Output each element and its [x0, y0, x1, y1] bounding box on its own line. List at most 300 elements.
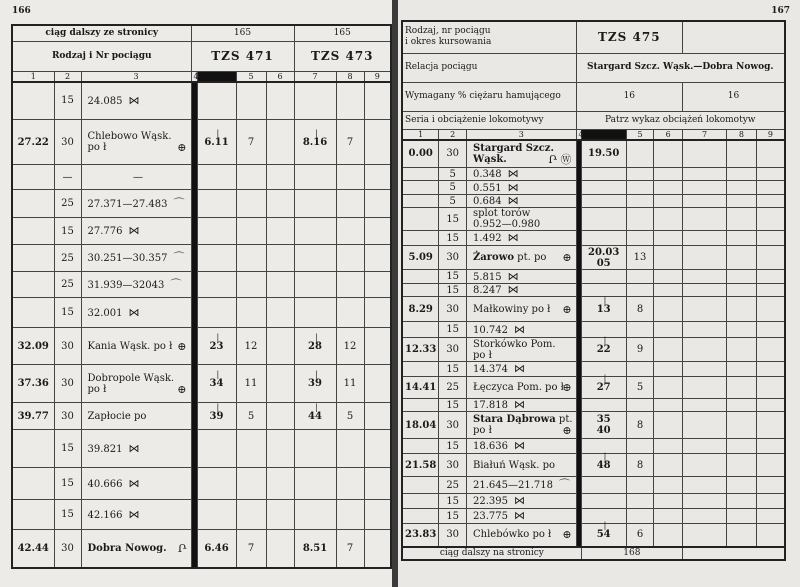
station-or-point: [81, 190, 191, 218]
name: Małkowiny po ł: [473, 303, 551, 315]
table-row: [12, 218, 391, 245]
run-time-b: [727, 168, 757, 181]
thick-divider: [197, 71, 236, 82]
col-9: [364, 430, 391, 468]
kilometre: [402, 399, 439, 412]
relation: Stargard Szcz. Wąsk.—Dobra Nowog.: [576, 53, 785, 82]
time-train-a: [581, 195, 626, 208]
run-time-a: [626, 270, 654, 284]
time-train-b: [294, 403, 336, 430]
col-6: [654, 509, 683, 524]
run-time-a: [626, 181, 654, 195]
time: | 6.11: [204, 137, 228, 148]
station-or-point: [467, 231, 577, 246]
time-train-b: [294, 328, 336, 365]
name: —: [133, 171, 143, 183]
time-train-a: [197, 298, 236, 328]
col-6: [654, 246, 683, 270]
station-or-point: [467, 284, 577, 297]
column-number: 7: [683, 129, 727, 140]
name: 40.666: [87, 478, 123, 490]
brake-b: 16: [683, 82, 785, 111]
run-time-b: [727, 439, 757, 454]
col-6: [266, 365, 294, 403]
station-or-point: [81, 430, 191, 468]
time-train-a: [197, 218, 236, 245]
station-or-point: [81, 120, 191, 165]
col-6: [654, 524, 683, 547]
run-time-b: [336, 272, 364, 298]
time-train-b: [294, 430, 336, 468]
train-b: TZS 473: [294, 41, 391, 71]
run-time-b: [336, 500, 364, 530]
table-row: [12, 82, 391, 120]
station-or-point: [467, 338, 577, 362]
switch-icon: ⋈: [514, 494, 525, 507]
kilometre: [402, 362, 439, 377]
station-or-point: [467, 524, 577, 547]
column-number: 8: [336, 71, 364, 82]
time-train-b: [683, 412, 727, 439]
kilometre: 12.33: [402, 338, 439, 362]
station-circle-plus-icon: ⊕: [562, 251, 572, 264]
time-train-b: [294, 218, 336, 245]
kilometre: [12, 500, 54, 530]
col-9: [756, 208, 785, 231]
run-time-b: [336, 190, 364, 218]
station-or-point: [467, 439, 577, 454]
col-9: [756, 454, 785, 477]
curve-icon: ⌒: [170, 277, 182, 291]
time-train-a: [197, 468, 236, 500]
col-6: [266, 82, 294, 120]
station-or-point: [467, 208, 577, 231]
timetable-left: [11, 24, 392, 569]
time-train-b: [683, 297, 727, 322]
speed-limit: 5: [439, 181, 467, 195]
col-6: [654, 140, 683, 168]
name: Łęczyca Pom. po ł: [473, 382, 564, 393]
train-label: Rodzaj i Nr pociągu: [12, 41, 191, 71]
time-train-b: [683, 494, 727, 509]
column-number: 1: [402, 129, 439, 140]
col-6: [266, 120, 294, 165]
col-6: [654, 284, 683, 297]
col-6: [654, 412, 683, 439]
table-row: [12, 165, 391, 190]
col-6: [266, 190, 294, 218]
run-time-b: [336, 82, 364, 120]
kilometre: [402, 195, 439, 208]
switch-icon: ⋈: [514, 362, 525, 375]
name-bold: Dobra Nowog.: [87, 542, 167, 554]
time-train-a: [581, 297, 626, 322]
time: | 39: [210, 411, 224, 422]
relation-label: Relacja pociągu: [402, 53, 576, 82]
station-or-point: [467, 477, 577, 494]
station-or-point: [467, 140, 577, 168]
time-train-b: [683, 195, 727, 208]
col-6: [266, 165, 294, 190]
curve-icon: ⌒: [558, 478, 570, 491]
speed-limit: 30: [439, 338, 467, 362]
time-train-b: [683, 246, 727, 270]
kilometre: [12, 82, 54, 120]
table-row: [402, 412, 785, 439]
col-9: [364, 365, 391, 403]
name: 5.815: [473, 271, 502, 283]
table-row: [12, 328, 391, 365]
time: | 13: [597, 304, 611, 315]
station-or-point: [467, 168, 577, 181]
name: 42.166: [87, 509, 123, 521]
name: 30.251—30.357: [87, 253, 168, 264]
run-time-b: [727, 270, 757, 284]
run-time-b: [727, 181, 757, 195]
table-row: [402, 297, 785, 322]
speed-limit: 25: [439, 477, 467, 494]
time-train-b: [294, 500, 336, 530]
speed-limit: 15: [439, 208, 467, 231]
col-6: [266, 530, 294, 568]
column-number: 3: [467, 129, 577, 140]
time-train-a: [197, 120, 236, 165]
run-time-a: 9: [626, 338, 654, 362]
col-6: [654, 231, 683, 246]
run-time-a: 12: [236, 328, 266, 365]
time-train-b: [683, 338, 727, 362]
column-number: 6: [266, 71, 294, 82]
station-or-point: [467, 322, 577, 338]
time: | 28: [308, 341, 322, 352]
name: 14.374: [473, 364, 508, 375]
station-or-point: [467, 377, 577, 399]
blank-cell: [683, 547, 785, 560]
run-time-a: 8: [626, 454, 654, 477]
speed-limit: 5: [439, 168, 467, 181]
time-train-b: [294, 245, 336, 272]
speed-limit: 25: [54, 272, 81, 298]
run-time-a: [626, 322, 654, 338]
curve-icon: ⌒: [173, 251, 185, 264]
station-or-point: [81, 82, 191, 120]
name: 1.492: [473, 233, 502, 244]
column-number: 5: [236, 71, 266, 82]
time-train-a: [197, 82, 236, 120]
time-train-b: [294, 190, 336, 218]
col-9: [364, 82, 391, 120]
table-row: [402, 270, 785, 284]
run-time-a: [236, 430, 266, 468]
speed-limit: 30: [439, 412, 467, 439]
time-train-b: [683, 181, 727, 195]
name: 0.348: [473, 169, 502, 180]
table-row: [402, 246, 785, 270]
time: 35 40: [596, 414, 611, 436]
station-or-point: [81, 298, 191, 328]
time-train-a: [581, 246, 626, 270]
kilometre: 5.09: [402, 246, 439, 270]
train: TZS 475: [576, 21, 682, 53]
table-row: [402, 231, 785, 246]
col-9: [756, 439, 785, 454]
name: 0.684: [473, 196, 502, 207]
col-6: [266, 272, 294, 298]
station-or-point: [467, 399, 577, 412]
kilometre: 27.22: [12, 120, 54, 165]
switch-icon: ⋈: [507, 269, 519, 283]
table-row: [12, 190, 391, 218]
kilometre: [12, 165, 54, 190]
time-train-b: [683, 231, 727, 246]
name: pt. po ł: [473, 414, 573, 436]
kilometre: 37.36: [12, 365, 54, 403]
col-9: [756, 246, 785, 270]
col-9: [364, 272, 391, 298]
table-row: [402, 524, 785, 547]
column-number: 7: [294, 71, 336, 82]
station-circle-plus-icon: ⊕: [177, 382, 187, 396]
speed-limit: 30: [54, 365, 81, 403]
table-row: [12, 120, 391, 165]
run-time-a: 6: [626, 524, 654, 547]
time-train-b: [294, 365, 336, 403]
name: 22.395: [473, 496, 508, 507]
name: Dobropole Wąsk. po ł: [87, 372, 175, 395]
kilometre: [12, 430, 54, 468]
table-row: [402, 454, 785, 477]
switch-icon: ⋈: [514, 398, 525, 411]
col-9: [364, 165, 391, 190]
time-train-b: [683, 270, 727, 284]
run-time-a: [236, 218, 266, 245]
table-row: [402, 168, 785, 181]
table-row: [402, 181, 785, 195]
col-9: [756, 338, 785, 362]
col-6: [654, 338, 683, 362]
time: | 8.16: [303, 137, 327, 148]
run-time-a: 5: [626, 377, 654, 399]
loco-value: Patrz wykaz obciążeń lokomotyw: [576, 111, 785, 129]
table-row: [402, 195, 785, 208]
time-train-b: [294, 120, 336, 165]
table-row: [402, 399, 785, 412]
time-train-b: [294, 272, 336, 298]
speed-limit: 15: [439, 399, 467, 412]
time-train-a: [581, 270, 626, 284]
run-time-a: [236, 245, 266, 272]
station-circle-plus-icon: ⊕: [562, 528, 572, 542]
station-or-point: [81, 245, 191, 272]
time-train-a: [581, 399, 626, 412]
from-page-b: 165: [294, 25, 391, 41]
col-9: [364, 530, 391, 568]
station-circle-plus-icon: ⊕: [562, 381, 572, 394]
run-time-b: [727, 208, 757, 231]
time: | 27: [597, 382, 611, 393]
kilometre: [402, 494, 439, 509]
time-train-a: [197, 530, 236, 568]
time-train-b: [683, 377, 727, 399]
time-train-b: [683, 439, 727, 454]
name: 0.551: [473, 182, 502, 194]
run-time-b: [727, 399, 757, 412]
col-6: [654, 208, 683, 231]
page-number: 167: [771, 6, 790, 16]
col-9: [756, 412, 785, 439]
speed-limit: 25: [54, 190, 81, 218]
time: 19.50: [588, 148, 620, 160]
speed-limit: 30: [54, 403, 81, 430]
time-train-b: [683, 322, 727, 338]
speed-limit: 15: [54, 218, 81, 245]
column-number: 8: [727, 129, 757, 140]
col-9: [756, 509, 785, 524]
run-time-b: [727, 362, 757, 377]
thick-divider: [581, 129, 626, 140]
name-bold: Stara Dąbrowa: [473, 414, 556, 425]
name: Chlebówko po ł: [473, 529, 552, 541]
col-9: [756, 181, 785, 195]
run-time-b: [336, 218, 364, 245]
time-train-b: [294, 298, 336, 328]
station-or-point: [81, 365, 191, 403]
run-time-b: [727, 322, 757, 338]
speed-limit: 25: [439, 377, 467, 399]
kilometre: 39.77: [12, 403, 54, 430]
kilometre: [402, 231, 439, 246]
run-time-a: [236, 190, 266, 218]
terminus-icon: Ր: [177, 541, 187, 555]
run-time-b: [727, 477, 757, 494]
station-or-point: [81, 165, 191, 190]
station-or-point: [467, 362, 577, 377]
train-label: Rodzaj, nr pociągu i okres kursowania: [402, 21, 576, 53]
run-time-b: [727, 195, 757, 208]
col-6: [266, 245, 294, 272]
station-or-point: [467, 494, 577, 509]
switch-icon: ⋈: [514, 509, 525, 522]
run-time-b: [727, 509, 757, 524]
col-9: [364, 190, 391, 218]
kilometre: 0.00: [402, 140, 439, 168]
col-9: [756, 377, 785, 399]
name: 31.939—32043: [87, 279, 165, 291]
col-6: [266, 328, 294, 365]
column-number: 5: [626, 129, 654, 140]
time: | 23: [210, 341, 224, 352]
name: splot torów 0.952—0.980: [473, 208, 541, 230]
column-number: 2: [439, 129, 467, 140]
speed-limit: 15: [439, 494, 467, 509]
switch-icon: ⋈: [128, 224, 140, 237]
switch-icon: ⋈: [128, 507, 140, 521]
name: Storkówko Pom. po ł: [473, 338, 556, 361]
station-or-point: [81, 403, 191, 430]
time-train-a: [197, 165, 236, 190]
col-9: [756, 524, 785, 547]
time-train-a: [197, 245, 236, 272]
time-train-b: [683, 454, 727, 477]
brake-label: Wymagany % ciężaru hamującego: [402, 82, 576, 111]
col-6: [654, 181, 683, 195]
col-6: [266, 430, 294, 468]
time-train-a: [581, 168, 626, 181]
switch-icon: ⋈: [507, 194, 519, 207]
col-6: [266, 403, 294, 430]
continued-on-label: ciąg dalszy na stronicy: [402, 547, 581, 560]
name: 8.247: [473, 285, 502, 296]
table-row: [12, 530, 391, 568]
station-or-point: [467, 181, 577, 195]
kilometre: [12, 468, 54, 500]
time: | 34: [210, 378, 224, 389]
kilometre: [402, 168, 439, 181]
continued-from-label: ciąg dalszy ze stronicy: [12, 25, 191, 41]
run-time-b: 7: [336, 120, 364, 165]
kilometre: [402, 208, 439, 231]
run-time-a: [236, 468, 266, 500]
run-time-a: 7: [236, 530, 266, 568]
speed-limit: 15: [54, 298, 81, 328]
switch-icon: ⋈: [128, 305, 140, 319]
column-number: 9: [364, 71, 391, 82]
station-or-point: [467, 412, 577, 439]
run-time-b: 5: [336, 403, 364, 430]
speed-limit: 5: [439, 195, 467, 208]
time-train-a: [197, 500, 236, 530]
station-circle-plus-icon: ⊕: [562, 424, 572, 437]
table-row: [402, 509, 785, 524]
name: 17.818: [473, 400, 508, 411]
time-train-a: [581, 231, 626, 246]
time: | 44: [308, 411, 322, 422]
speed-limit: 30: [54, 120, 81, 165]
kilometre: 21.58: [402, 454, 439, 477]
switch-icon: ⋈: [128, 441, 140, 455]
col-6: [654, 399, 683, 412]
name: 21.645—21.718: [473, 480, 553, 491]
run-time-a: [626, 362, 654, 377]
run-time-a: [236, 298, 266, 328]
switch-icon: ⋈: [507, 167, 519, 180]
brake-a: 16: [576, 82, 682, 111]
name: 10.742: [473, 324, 508, 336]
speed-limit: 15: [439, 231, 467, 246]
col-6: [654, 377, 683, 399]
kilometre: [12, 272, 54, 298]
speed-limit: 15: [54, 82, 81, 120]
col-9: [756, 231, 785, 246]
time-train-b: [683, 284, 727, 297]
col-9: [756, 399, 785, 412]
switch-icon: ⋈: [507, 231, 519, 244]
time-train-b: [683, 168, 727, 181]
name: 27.371—27.483: [87, 198, 168, 210]
run-time-b: [336, 468, 364, 500]
run-time-b: [727, 140, 757, 168]
table-row: [402, 208, 785, 231]
name: Kania Wąsk. po ł: [87, 340, 173, 352]
col-6: [654, 322, 683, 338]
time: 6.46: [204, 542, 229, 554]
switch-icon: ⋈: [514, 322, 525, 336]
kilometre: 14.41: [402, 377, 439, 399]
time-train-a: [197, 328, 236, 365]
run-time-a: [626, 494, 654, 509]
kilometre: 42.44: [12, 530, 54, 568]
next-page: 168: [581, 547, 682, 560]
